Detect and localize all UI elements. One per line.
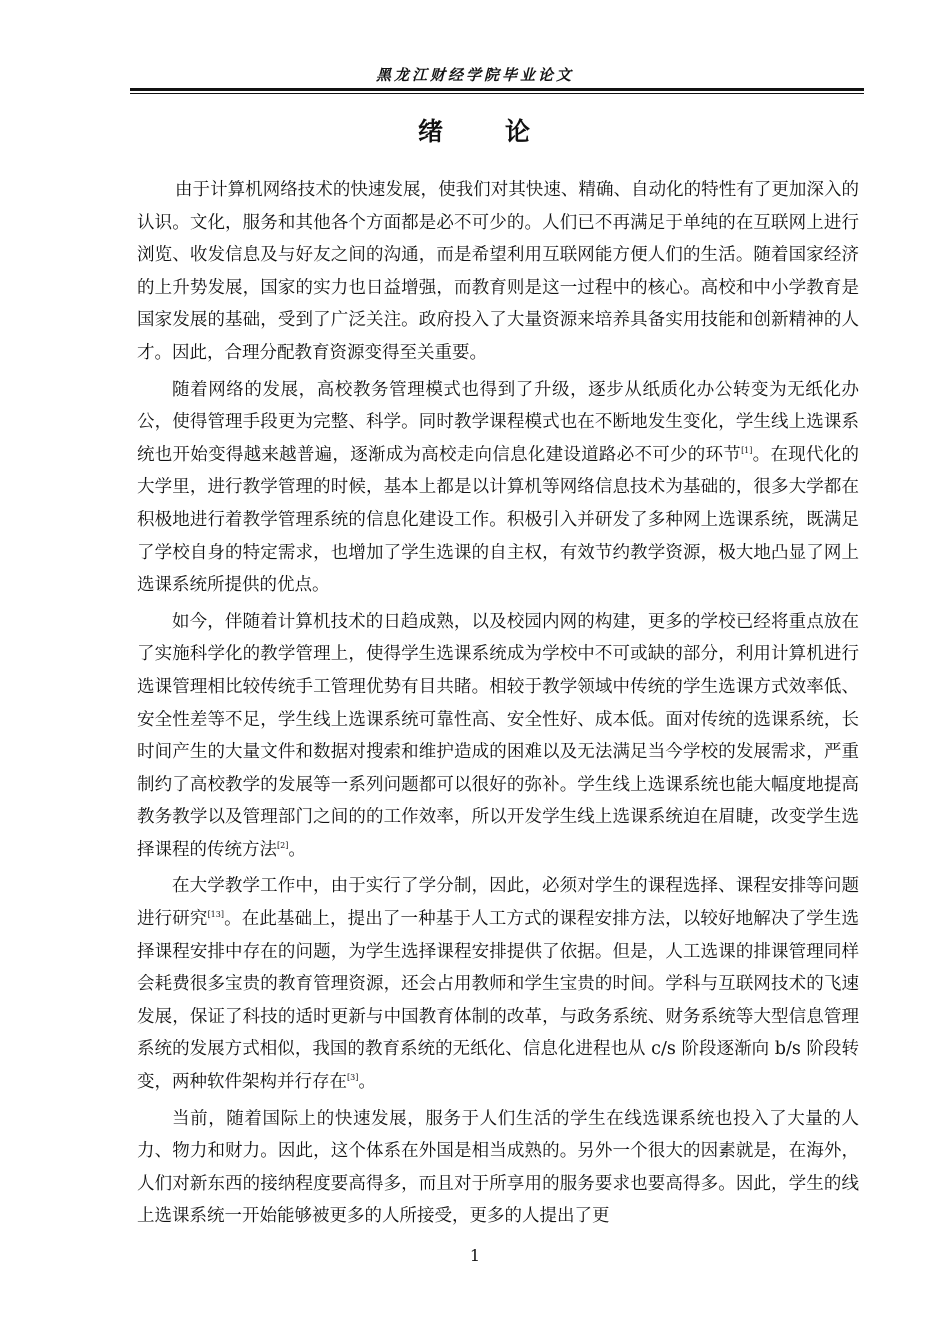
citation-ref: [3] xyxy=(347,1073,359,1083)
paragraph-text: 如今，伴随着计算机技术的日趋成熟，以及校园内网的构建，更多的学校已经将重点放在了实施科学化的教学管理上，使得学生选课系统成为学校中不可或缺的部分，利用计算机进行选课管理相比较传统手工管理优势有目共睹。相较于教学领域中传统的学生选课方式效率低、安全性差等不足，学生线上选课系统可靠性高、安全性好、成本低。面对传统的选课系统，长时间产生的大量文件和数据对搜索和维护造成的困难以及无法满足当今学校的发展需求，严重制约了高校教学的发展等一系列问题都可以很好的弥补。学生线上选课系统也能大幅度地提高教务教学以及管理部门之间的的工作效率，所以开发学生线上选课系统迫在眉睫，改变学生选择课程的传统方法 xyxy=(137,611,859,860)
citation-ref: [2] xyxy=(277,840,289,850)
paragraph-4 xyxy=(137,870,859,1098)
paragraph-text: 。 xyxy=(358,1072,376,1093)
running-header: 黑龙江财经学院毕业论文 xyxy=(375,66,574,84)
paragraph-3 xyxy=(137,606,859,867)
header-rule-thin xyxy=(130,93,864,94)
header-rule-thick xyxy=(130,88,864,91)
paragraph-text: 在大学教学工作中，由于实行了学分制，因此，必须对学生的课程选择、课程安排等问题进行研究 xyxy=(137,876,859,930)
chapter-title-part2: 论 xyxy=(505,117,533,146)
citation-ref: [1] xyxy=(741,445,753,455)
paragraph-1 xyxy=(137,174,859,370)
paragraph-text: 当前，随着国际上的快速发展，服务于人们生活的学生在线选课系统也投入了大量的人力、物力和财力。因此，这个体系在外国是相当成熟的。另外一个很大的因素就是，在海外，人们对新东西的接纳程度要高得多，而且对于所享用的服务要求也要高得多。因此，学生的线上选课系统一开始能够被更多的人所接受，更多的人提出了更 xyxy=(137,1108,859,1227)
paragraph-text: 。 xyxy=(288,839,306,860)
paragraph-5 xyxy=(137,1103,859,1233)
citation-ref: [13] xyxy=(207,910,224,920)
body-text xyxy=(137,174,859,1237)
chapter-title xyxy=(0,112,950,148)
paragraph-text: 。在此基础上，提出了一种基于人工方式的课程安排方法，以较好地解决了学生选择课程安排中存在的问题，为学生选择课程安排提供了依据。但是，人工选课的排课管理同样会耗费很多宝贵的教育管理资源，还会占用教师和学生宝贵的时间。学科与互联网技术的飞速发展，保证了科技的适时更新与中国教育体制的改革，与政务系统、财务系统等大型信息管理系统的发展方式相似，我国的教育系统的无纸化、信息化进程也从 c/s 阶段逐渐向 b/s 阶段转变，两种软件架构并行存在 xyxy=(137,909,860,1093)
paragraph-text: 随着网络的发展，高校教务管理模式也得到了升级，逐步从纸质化办公转变为无纸化办公，使得管理手段更为完整、科学。同时教学课程模式也在不断地发生变化，学生线上选课系统也开始变得越来越普遍，逐渐成为高校走向信息化建设道路必不可少的环节 xyxy=(137,379,859,465)
page-number: 1 xyxy=(469,1246,481,1265)
paragraph-2 xyxy=(137,374,859,602)
paragraph-text: 。在现代化的大学里，进行教学管理的时候，基本上都是以计算机等网络信息技术为基础的，很多大学都在积极地进行着教学管理系统的信息化建设工作。积极引入并研发了多种网上选课系统，既满足了学校自身的特定需求，也增加了学生选课的自主权，有效节约教学资源，极大地凸显了网上选课系统所提供的优点。 xyxy=(137,444,860,596)
paragraph-text: 由于计算机网络技术的快速发展，使我们对其快速、精确、自动化的特性有了更加深入的认识。文化，服务和其他各个方面都是必不可少的。人们已不再满足于单纯的在互联网上进行浏览、收发信息及与好友之间的沟通，而是希望利用互联网能方便人们的生活。随着国家经济的上升势发展，国家的实力也日益增强，而教育则是这一过程中的核心。高校和中小学教育是国家发展的基础，受到了广泛关注。政府投入了大量资源来培养具备实用技能和创新精神的人才。因此，合理分配教育资源变得至关重要。 xyxy=(137,180,859,363)
chapter-title-part1: 绪 xyxy=(417,117,445,146)
